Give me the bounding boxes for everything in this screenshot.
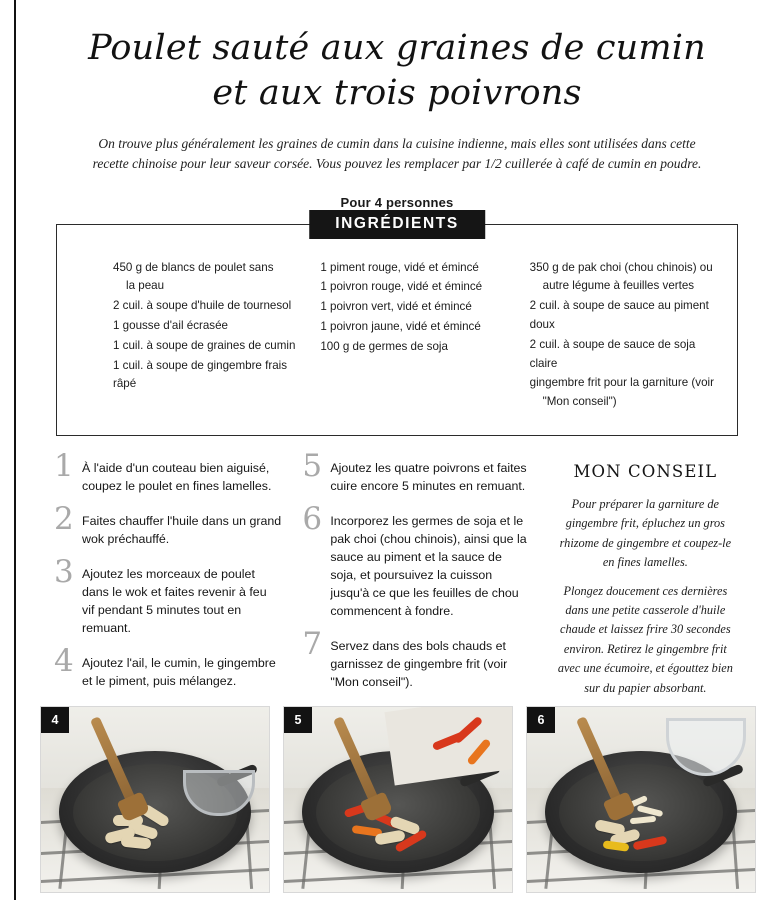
ingredient-text: 350 g de pak choi (chou chinois) ou [529,260,713,274]
intro-paragraph: On trouve plus généralement les graines de cumin dans la cuisine indienne, mais elles sont utilisées dans cette recette chinoise pour leur saveur corsée. Vous pouvez les remplacer par 1/2 cuillerée à café de cumin en poudre. [92,135,702,172]
photo-step-6 [526,706,756,893]
ingredient-text: 1 cuil. à soupe de gingembre frais râpé [113,358,288,391]
step-text: Incorporez les germes de soja et le pak choi (chou chinois), ainsi que la sauce au piment et la sauce de soja, et poursuivez la cuisson jusqu'à ce que les feuilles de chou commencent à fondre. [330,513,527,618]
step-text: À l'aide d'un couteau bien aiguisé, coupez le poulet en fines lamelles. [82,460,272,493]
title-line-2: et aux trois poivrons [212,72,582,113]
ingredient-text-cont: "Mon conseil") [542,395,617,409]
ingredient-text: 2 cuil. à soupe d'huile de tournesol [113,299,292,313]
tip-body [553,495,738,698]
step-item [54,642,282,691]
list-item [320,338,509,357]
list-item [530,297,719,335]
list-item [113,357,302,395]
list-item [320,259,509,278]
step-item [54,553,282,638]
list-item [530,259,719,297]
photo-badge: 4 [41,707,69,733]
ingredients-column-1 [75,259,302,413]
step-number: 6 [302,500,323,537]
step-item [54,500,282,549]
step-number: 3 [54,553,74,590]
list-item [113,259,302,297]
ingredients-heading: INGRÉDIENTS [309,210,485,239]
ingredient-text: 1 poivron jaune, vidé et émincé [320,319,481,333]
step-text: Ajoutez les morceaux de poulet dans le wok et faites revenir à feu vif pendant 5 minutes tout en remuant. [82,566,267,635]
ingredients-column-2 [316,259,509,413]
photo-badge: 5 [284,707,312,733]
step-text: Ajoutez l'ail, le cumin, le gingembre et le piment, puis mélangez. [82,655,276,688]
ingredients-section [56,214,738,436]
tip-column [553,460,738,709]
list-item [320,298,509,317]
ingredient-text: 2 cuil. à soupe de sauce de soja claire [529,337,696,370]
ingredient-text: gingembre frit pour la garniture (voir [529,376,714,390]
step-item [302,500,530,621]
ingredient-text: 1 poivron vert, vidé et émincé [320,300,472,314]
servings-label: Pour 4 personnes [340,194,454,210]
ingredient-text: 2 cuil. à soupe de sauce au piment doux [529,299,709,331]
list-item [530,336,719,374]
photo-scene [41,707,269,892]
ingredients-column-3 [524,259,719,413]
photo-scene [527,707,755,892]
steps-column-2 [302,447,530,709]
step-number: 2 [54,500,74,537]
tip-paragraph-2: Plongez doucement ces dernières dans une petite casserole d'huile chaude et laissez frire 30 secondes environ. Retirez le gingembre frit avec une écumoire, et égouttez bien sur du papier absorbant. [557,583,733,695]
list-item [320,318,509,337]
page-title [56,26,738,116]
list-item [113,297,302,316]
ingredient-text-cont: autre légume à feuilles vertes [542,279,695,293]
photo-step-5 [283,706,513,893]
step-item [302,447,530,496]
ingredient-text: 100 g de germes de soja [320,339,448,353]
method-section [54,447,738,709]
photo-scene [284,707,512,892]
tip-paragraph-1: Pour préparer la garniture de gingembre frit, épluchez un gros rhizome de gingembre et coupez-le en fines lamelles. [559,496,732,570]
photo-badge: 6 [527,707,555,733]
list-item [320,278,509,297]
ingredients-box [56,224,738,436]
ingredient-text: 1 poivron rouge, vidé et émincé [320,280,483,294]
step-item [302,625,530,692]
ingredient-text: 1 gousse d'ail écrasée [113,318,229,332]
photo-step-4 [40,706,270,893]
list-item [530,374,719,412]
step-text: Ajoutez les quatre poivrons et faites cuire encore 5 minutes en remuant. [330,460,527,493]
step-number: 1 [54,447,74,484]
step-text: Servez dans des bols chauds et garnissez de gingembre frit (voir "Mon conseil"). [330,638,508,689]
step-number: 7 [302,625,323,662]
list-item [113,337,302,356]
ingredient-text: 1 cuil. à soupe de graines de cumin [113,338,296,352]
ingredient-text: 450 g de blancs de poulet sans [113,260,274,274]
list-item [113,317,302,336]
ingredient-text: 1 piment rouge, vidé et émincé [320,260,479,274]
tip-title: MON CONSEIL [573,461,718,481]
step-number: 5 [302,447,323,484]
title-line-1: Poulet sauté aux graines de cumin [88,28,706,68]
steps-column-1 [54,447,282,709]
step-number: 4 [54,642,74,679]
step-text: Faites chauffer l'huile dans un grand wok préchauffé. [82,513,282,546]
ingredient-text-cont: la peau [126,279,165,293]
step-item [54,447,282,496]
photo-strip [40,706,756,893]
